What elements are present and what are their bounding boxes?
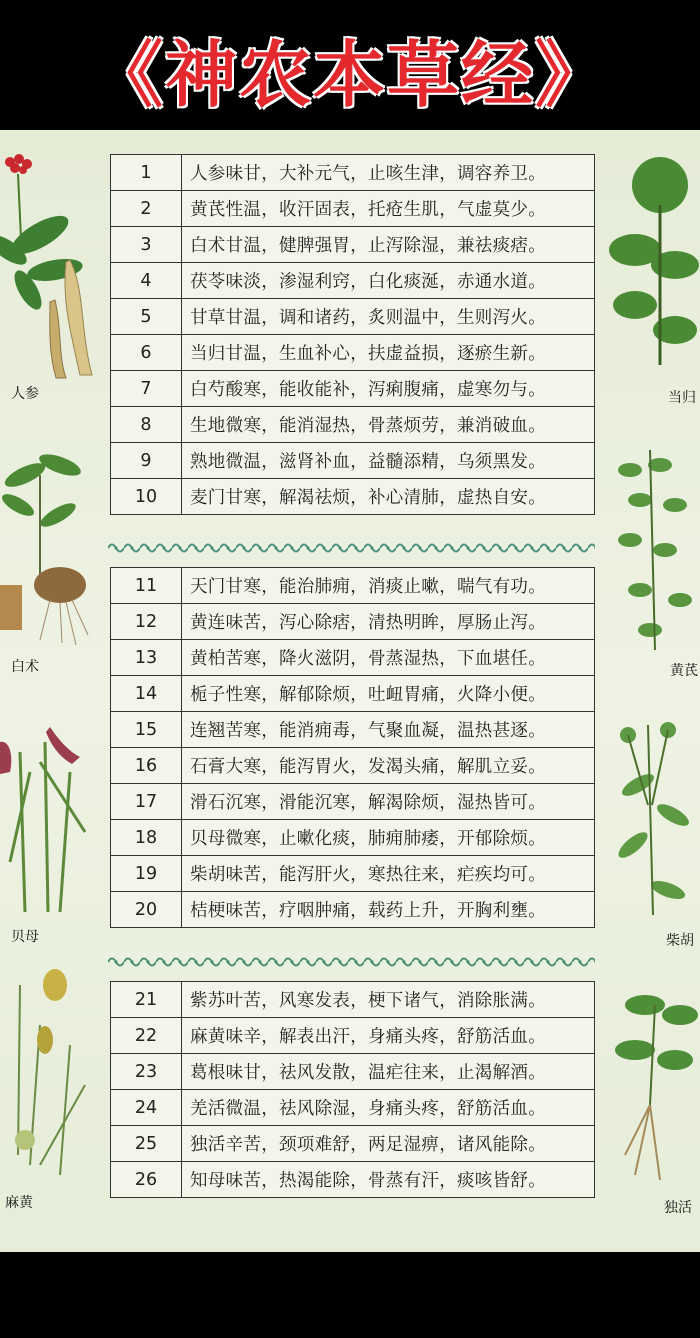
bupleurum-illustration: [608, 705, 700, 920]
table-row: [111, 1054, 595, 1090]
herb-verse: 甘草甘温，调和诸药，炙则温中，生则泻火。: [182, 299, 595, 335]
table-row: [111, 299, 595, 335]
row-number: 11: [111, 568, 182, 604]
herb-verse: 黄柏苦寒，降火滋阴，骨蒸湿热，下血堪任。: [182, 640, 595, 676]
row-number: 23: [111, 1054, 182, 1090]
plant-label-astragalus: 黄芪: [670, 663, 698, 679]
herb-verse: 白术甘温，健脾强胃，止泻除湿，兼祛痰痞。: [182, 227, 595, 263]
herb-verse: 黄连味苦，泻心除痞，清热明眸，厚肠止泻。: [182, 604, 595, 640]
herb-verse: 葛根味甘，祛风发散，温疟往来，止渴解酒。: [182, 1054, 595, 1090]
row-number: 16: [111, 748, 182, 784]
row-number: 14: [111, 676, 182, 712]
row-number: 22: [111, 1018, 182, 1054]
row-number: 12: [111, 604, 182, 640]
herb-verse: 独活辛苦，颈项难舒，两足湿痹，诸风能除。: [182, 1126, 595, 1162]
table-row: [111, 1162, 595, 1198]
row-number: 8: [111, 407, 182, 443]
herb-verse: 生地微寒，能消湿热，骨蒸烦劳，兼消破血。: [182, 407, 595, 443]
herb-table-3-body: [111, 982, 595, 1198]
row-number: 7: [111, 371, 182, 407]
table-row: [111, 712, 595, 748]
row-number: 10: [111, 479, 182, 515]
herb-verse: 紫苏叶苦，风寒发表，梗下诸气，消除胀满。: [182, 982, 595, 1018]
row-number: 17: [111, 784, 182, 820]
table-row: [111, 227, 595, 263]
herb-table-3: [110, 981, 595, 1198]
bottom-bar: [0, 1252, 700, 1338]
row-number: 6: [111, 335, 182, 371]
herb-verse: 贝母微寒，止嗽化痰，肺痈肺痿，开郁除烦。: [182, 820, 595, 856]
row-number: 1: [111, 155, 182, 191]
herb-verse: 熟地微温，滋肾补血，益髓添精，乌须黑发。: [182, 443, 595, 479]
herb-verse: 连翘苦寒，能消痈毒，气聚血凝，温热甚逐。: [182, 712, 595, 748]
plant-label-ginseng: 人参: [11, 386, 39, 402]
row-number: 3: [111, 227, 182, 263]
herb-verse: 麻黄味辛，解表出汗，身痛头疼，舒筋活血。: [182, 1018, 595, 1054]
plant-label-atractylodes: 白术: [11, 659, 39, 675]
table-row: [111, 1126, 595, 1162]
astragalus-illustration: [610, 440, 700, 650]
herb-verse: 知母味苦，热渴能除，骨蒸有汗，痰咳皆舒。: [182, 1162, 595, 1198]
table-row: [111, 892, 595, 928]
table-row: [111, 407, 595, 443]
row-number: 5: [111, 299, 182, 335]
row-number: 24: [111, 1090, 182, 1126]
row-number: 13: [111, 640, 182, 676]
table-row: [111, 820, 595, 856]
ginseng-illustration: [0, 150, 105, 380]
herb-verse: 当归甘温，生血补心，扶虚益损，逐瘀生新。: [182, 335, 595, 371]
plant-label-ephedra: 麻黄: [5, 1195, 33, 1211]
row-number: 4: [111, 263, 182, 299]
row-number: 9: [111, 443, 182, 479]
ephedra-illustration: [0, 965, 100, 1190]
row-number: 26: [111, 1162, 182, 1198]
herb-table-2: [110, 567, 595, 928]
table-row: [111, 604, 595, 640]
table-row: [111, 155, 595, 191]
plant-label-bupleurum: 柴胡: [666, 933, 694, 949]
herb-verse: 羌活微温，祛风除湿，身痛头疼，舒筋活血。: [182, 1090, 595, 1126]
row-number: 18: [111, 820, 182, 856]
herb-verse: 栀子性寒，解郁除烦，吐衄胃痛，火降小便。: [182, 676, 595, 712]
decorative-border-2: [108, 955, 595, 969]
decorative-border-1: [108, 541, 595, 555]
table-row: [111, 371, 595, 407]
plant-label-fritillary: 贝母: [11, 929, 39, 945]
row-number: 2: [111, 191, 182, 227]
atractylodes-illustration: [0, 435, 100, 645]
herb-verse: 白芍酸寒，能收能补，泻痢腹痛，虚寒勿与。: [182, 371, 595, 407]
table-row: [111, 748, 595, 784]
duhuo-illustration: [605, 975, 700, 1185]
table-row: [111, 982, 595, 1018]
table-row: [111, 263, 595, 299]
fritillary-illustration: [0, 712, 100, 922]
table-row: [111, 856, 595, 892]
herb-verse: 柴胡味苦，能泻肝火，寒热往来，疟疾均可。: [182, 856, 595, 892]
row-number: 15: [111, 712, 182, 748]
herb-verse: 桔梗味苦，疗咽肿痛，载药上升，开胸利壅。: [182, 892, 595, 928]
table-row: [111, 479, 595, 515]
table-row: [111, 1090, 595, 1126]
table-row: [111, 640, 595, 676]
row-number: 19: [111, 856, 182, 892]
herb-table-2-body: [111, 568, 595, 928]
herb-table-1-body: [111, 155, 595, 515]
herb-verse: 黄芪性温，收汗固表，托疮生肌，气虚莫少。: [182, 191, 595, 227]
row-number: 20: [111, 892, 182, 928]
table-row: [111, 676, 595, 712]
plant-label-angelica: 当归: [668, 390, 696, 406]
table-row: [111, 191, 595, 227]
table-row: [111, 443, 595, 479]
plant-label-duhuo: 独活: [664, 1200, 692, 1216]
herb-verse: 麦门甘寒，解渴祛烦，补心清肺，虚热自安。: [182, 479, 595, 515]
row-number: 25: [111, 1126, 182, 1162]
table-row: [111, 784, 595, 820]
table-row: [111, 568, 595, 604]
title-bar: [0, 0, 700, 128]
table-row: [111, 335, 595, 371]
page-title: 《神农本草经》: [90, 33, 609, 117]
herb-table-1: [110, 154, 595, 515]
herb-verse: 滑石沉寒，滑能沉寒，解渴除烦，湿热皆可。: [182, 784, 595, 820]
herb-verse: 石膏大寒，能泻胃火，发渴头痛，解肌立妥。: [182, 748, 595, 784]
herb-verse: 天门甘寒，能治肺痈，消痰止嗽，喘气有功。: [182, 568, 595, 604]
table-row: [111, 1018, 595, 1054]
angelica-illustration: [605, 155, 700, 370]
herb-verse: 茯苓味淡，渗湿利窍，白化痰涎，赤通水道。: [182, 263, 595, 299]
herb-verse: 人参味甘，大补元气，止咳生津，调容养卫。: [182, 155, 595, 191]
row-number: 21: [111, 982, 182, 1018]
